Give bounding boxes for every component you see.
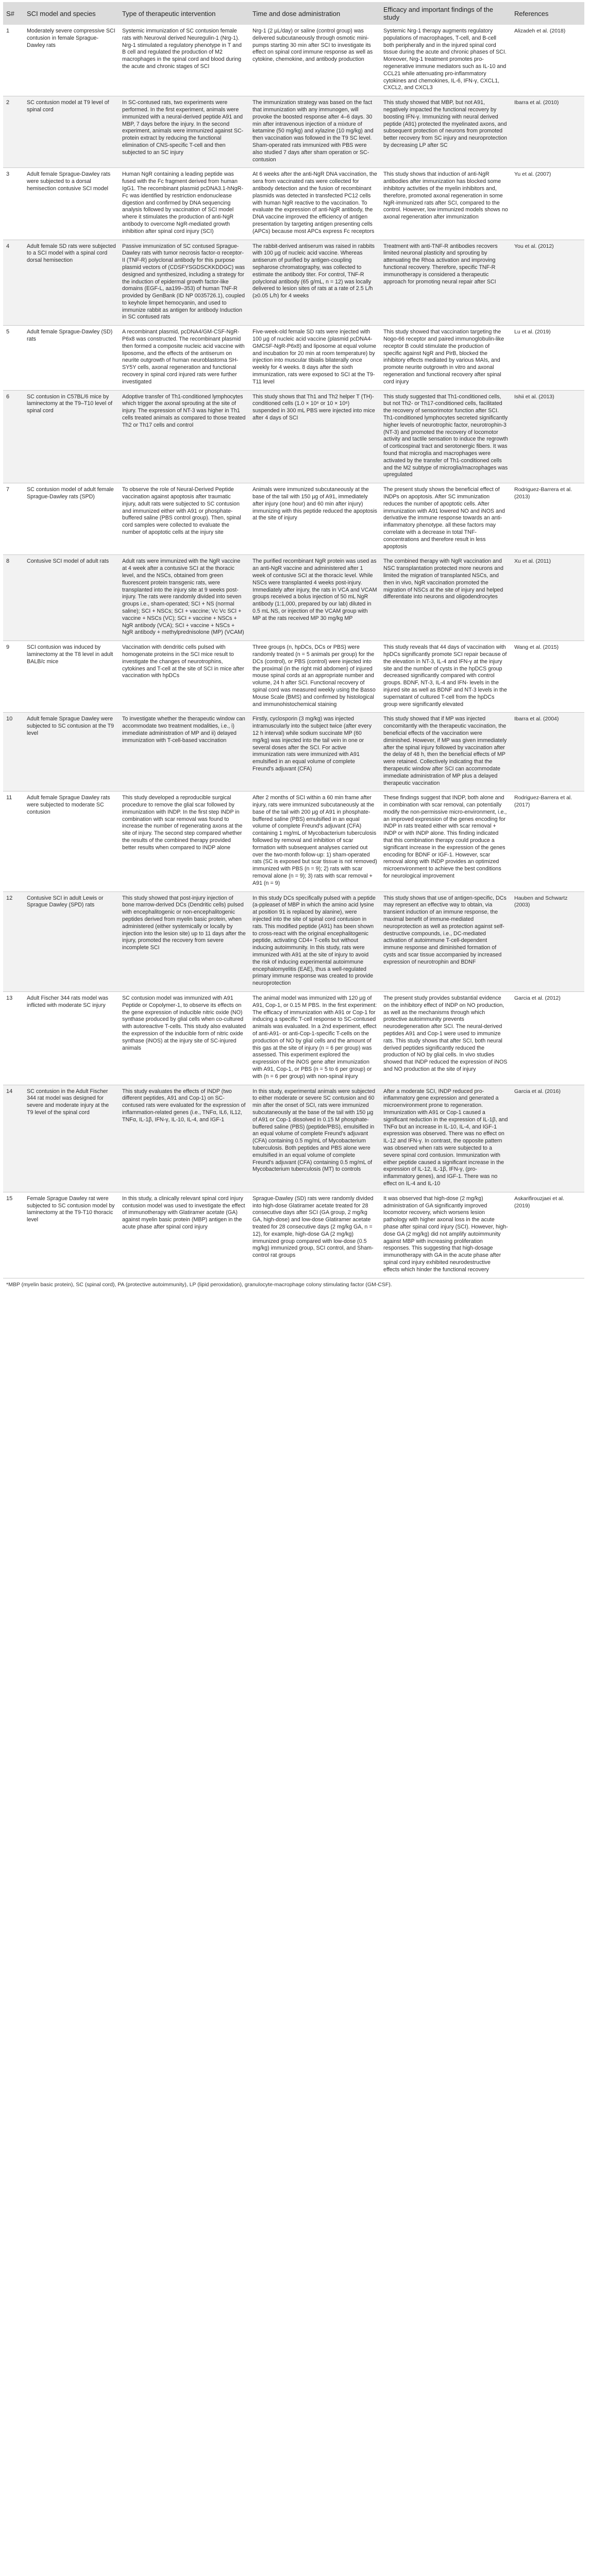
cell-reference: Lu et al. (2019) <box>511 326 584 390</box>
header-row <box>3 2 584 25</box>
cell-model: Female Sprague Dawley rat were subjected to SC contusion model by laminectomy at the T9-T10 thoracic level <box>24 1192 119 1278</box>
cell-time-dose: Five-week-old female SD rats were injected with 100 µg of nucleic acid vaccine (plasmid pcDNA4-GMCSF-NgR-P6x8) and liposome at equal volume and incubation for 20 min at room temperature) by injection into muscular tibialis bilaterally once weekly for 4 weeks. 8 days after the sixth immunization, rats were exposed to SCI at the T9-T11 level <box>249 326 380 390</box>
cell-number: 15 <box>3 1192 24 1278</box>
cell-time-dose: The purified recombinant NgR protein was used as an anti-NgR vaccine and administered after 1 week of contusive SCI at the thoracic level. While NSCs were transplanted 4 weeks post-injury. Immediately after injury, the rats in VCA and VCAM groups received a bolus injection of 50 mL NgR antibody (1:1,000, prepared by our lab) diluted in 0.5 mL NS, or injection of the VCAM group with MP at the rats received MP 30 mg/kg MP <box>249 555 380 641</box>
cell-number: 12 <box>3 891 24 991</box>
cell-reference: Wang et al. (2015) <box>511 641 584 713</box>
cell-findings: The present study shows the beneficial effect of INDPs on apoptosis. After SC immunization reduces the number of apoptotic cells. After immunization with A91 lowered NO and iNOS and derivative the immune response towards an anti-inflammatory phenotype. all these factors may correlate with a decrease in total TNF-concentrations and therefore result in less apoptosis <box>380 483 511 555</box>
table-row <box>3 792 584 891</box>
cell-findings: Systemic Nrg-1 therapy augments regulatory populations of macrophages, T-cell, and B-cell both peripherally and in the injured spinal cord tissue during the acute and chronic phases of SCI. Moreover, Nrg-1 treatment promotes pro-regenerative immune mediators such as IL-10 and CCL21 while attenuating pro-inflammatory cytokines and chemokines, IL-6, IFN-γ, CXCL1, CXCL2, and CXCL3 <box>380 25 511 96</box>
cell-time-dose: In this study, experimental animals were subjected to either moderate or severe SC contusion and 60 min after the onset of SCI, rats were immunized subcutaneously at the base of the tail with 150 µg of A91 or Cop-1 dissolved in 0.15 M phosphate-buffered saline (PBS) (peptide/PBS), emulsified in an equal volume of complete Freund's adjuvant (CFA) containing 0.5 mg/mL of Mycobacterium tuberculosis. Both peptides and PBS alone were emulsified in an equal volume of complete Freund's adjuvant (CFA) containing 0.5 mg/mL of Mycobacterium tuberculosis (MT) to controls <box>249 1085 380 1192</box>
cell-findings: After a moderate SCI, INDP reduced pro-inflammatory gene expression and generated a microenvironment prone to regeneration. Immunization with A91 or Cop-1 caused a significant reduction in the expression of IL-1β, and TNFα but an increase in IL-10, IL-4, and IGF-1 expression was observed. There was no effect on IL-12 and IFN-γ. In contrast, the opposite pattern was observed when rats were subjected to a severe spinal cord contusion. Immunization with either peptide caused a significant increase in the expression of IL-12, IL-1β, IFN-γ, (pro-inflammatory genes), and IGF-1. There was no effect on IL-4 and IL-10 <box>380 1085 511 1192</box>
cell-time-dose: Animals were immunized subcutaneously at the base of the tail with 150 µg of A91, immediately after injury (one hour) and 60 min after injury) immunizing with this peptide reduced the apoptosis at the site of injury <box>249 483 380 555</box>
table-row <box>3 555 584 641</box>
cell-intervention: This study developed a reproducible surgical procedure to remove the glial scar followed by immunization with INDP. In the first step INDP in combination with scar removal was found to increase the number of regenerating axons at the site of injury. The second step compared whether the results of the combined therapy provided better results when compared to INDP alone <box>119 792 249 891</box>
cell-model: SC contusion in the Adult Fischer 344 rat model was designed for severe and moderate injury at the T9 level of the spinal cord <box>24 1085 119 1192</box>
cell-intervention: Human NgR containing a leading peptide was fused with the Fc fragment derived from human IgG1. The recombinant plasmid pcDNA3.1-hNgR-Fc was identified by restriction endonuclease digestion and confirmed by DNA sequencing analysis followed by vaccination of SCI model where it stimulates the production of anti-NgR antibody to overcome NgR-mediated growth inhibition after spinal cord injury (SCI) <box>119 168 249 240</box>
cell-reference: Rodriguez-Barrera et al. (2013) <box>511 483 584 555</box>
table-row <box>3 641 584 713</box>
cell-number: 11 <box>3 792 24 891</box>
cell-time-dose: Three groups (n, hpDCs, DCs or PBS) were randomly treated (n = 5 animals per group) for the DCs (control), or PBS (control) were injected into the proximal (in the right mid abdomen) of injured mouse spinal cords at an appropriate number and volume, 24 h after SCI. Functional recovery of spinal cord was measured weekly using the Basso Mouse Scale (BMS) and confirmed by histological and immunohistochemical staining <box>249 641 380 713</box>
cell-model: SC contusion model at T9 level of spinal cord <box>24 96 119 168</box>
header-sno: S# <box>3 2 24 25</box>
cell-reference: Garcia et al. (2012) <box>511 992 584 1085</box>
table-row <box>3 390 584 483</box>
cell-findings: This study showed that if MP was injected concomitantly with the therapeutic vaccination, the beneficial effects of the vaccination were diminished. However, if MP was given immediately after the spinal injury followed by vaccination after the delay of 48 h, then the beneficial effects of MP were retained. Collectively indicating that the therapeutic window after SCI can accommodate immediate administration of MP plus a delayed therapeutic vaccination <box>380 713 511 792</box>
cell-number: 4 <box>3 240 24 326</box>
cell-intervention: Systemic immunization of SC contusion female rats with Neuroval derived Neuregulin-1 (Nrg-1). Nrg-1 stimulated a regulatory phenotype in T and B cell and regulated the production of M2 macrophages in the spinal cord and blood during the acute and chronic stages of SCI <box>119 25 249 96</box>
cell-intervention: Passive immunization of SC contused Sprague-Dawley rats with tumor necrosis factor-α receptor-II (TNF-R) polyclonal antibody for this purpose plasmid vectors of (CDSFYSGDSCKKDDGC) was designed and synthesized, including a strategy for the induction of epidermal growth factor-like domains (EGF-L, aa199–353) of human TNF-R provided by GenBank (ID NP 0035726.1), coupled to keyhole limpet hemocyanin, and used to immunize rabbit as antigen for antibody Induction in SC contused rats <box>119 240 249 326</box>
cell-model: SC contusion model of adult female Sprague-Dawley rats (SPD) <box>24 483 119 555</box>
cell-model: SCI contusion was induced by laminectomy at the T8 level in adult BALB/c mice <box>24 641 119 713</box>
cell-intervention: To investigate whether the therapeutic window can accommodate two treatment modalities, i.e., i) immediate administration of MP and ii) delayed immunization with T-cell-based vaccination <box>119 713 249 792</box>
cell-reference: Ibarra et al. (2004) <box>511 713 584 792</box>
cell-reference: Rodriguez-Barrera et al. (2017) <box>511 792 584 891</box>
cell-number: 14 <box>3 1085 24 1192</box>
cell-model: Adult female Sprague Dawley were subjected to SC contusion at the T9 level <box>24 713 119 792</box>
table-row <box>3 891 584 991</box>
cell-reference: Ibarra et al. (2010) <box>511 96 584 168</box>
header-references: References <box>511 2 584 25</box>
cell-time-dose: After 2 months of SCI within a 60 min frame after injury, rats were immunized subcutaneously at the base of the tail with 200 µg of A91 in phosphate-buffered saline (PBS) emulsified in an equal volume of complete Freund's adjuvant (CFA) containing 1 mg/mL of Mycobacterium tuberculosis followed by removal and inhibition of scar formation with subsequent analyses carried out over the two-month follow-up: 1) sham-operated rats (SC is exposed but scar tissue is not removed) immunized with PBS (n = 9); 2) rats with scar removal alone (n = 9); 3) rats with scar removal + A91 (n = 9) <box>249 792 380 891</box>
cell-model: Adult female Sprague Dawley rats were subjected to moderate SC contusion <box>24 792 119 891</box>
cell-number: 10 <box>3 713 24 792</box>
table-row <box>3 483 584 555</box>
cell-reference: Alizadeh et al. (2018) <box>511 25 584 96</box>
cell-reference: Askarifirouzjaei et al. (2019) <box>511 1192 584 1278</box>
cell-model: Moderately severe compressive SCI contusion in female Sprague-Dawley rats <box>24 25 119 96</box>
cell-findings: It was observed that high-dose (2 mg/kg) administration of GA significantly improved locomotor recovery, which worsens lesion pathology with higher axonal loss in the acute phase after spinal cord injury (SCI). However, high-dose GA (2 mg/kg) did not amplify autoimmunity against MBP with increasing proliferation responses. This suggesting that high-dosage immunotherapy with GA in the acute phase after spinal cord injury exhibited neurodestructive effects which hinder the functional recovery <box>380 1192 511 1278</box>
cell-number: 3 <box>3 168 24 240</box>
cell-time-dose: In this study DCs specifically pulsed with a peptide (a-ppleaset of MBP in which the amino acid lysine at position 91 is replaced by alanine), were injected into the site of spinal cord contusion in rats. This modified peptide (A91) has been shown to cross-react with the original encephalitogenic peptide, activating CD4+ T-cells but without inducing autoimmunity. In this study, rats were immunized with A91 at the site of injury to avoid the risk of inducing experimental autoimmune encephalomyelitis (EAE), thus a well-regulated primary immune response was created to provide neuroprotection <box>249 891 380 991</box>
table-row <box>3 96 584 168</box>
cell-time-dose: The animal model was immunized with 120 µg of A91, Cop-1, or 0.15 M PBS. In the first experiment: The efficacy of immunization with A91 or Cop-1 for inducing a specific T-cell response to SC-contused animals was evaluated. In a 2nd experiment, effect of anti-A91- or anti-Cop-1-specific T-cells on the production of NO by glial cells and the amount of this gas at the site of injury (n = 6 per group) was assessed. This experiment explored the expression of the iNOS gene after immunization with A91, Cop-1, or PBS (n = 5 to 6 per group) or with (n = 6 per group) with non-spinal injury <box>249 992 380 1085</box>
cell-intervention: In this study, a clinically relevant spinal cord injury contusion model was used to investigate the effect of immunotherapy with Glatiramer acetate (GA) against myelin basic protein (MBP) antigen in the acute phase after spinal cord injury <box>119 1192 249 1278</box>
cell-findings: This study showed that MBP, but not A91, negatively impacted the functional recovery by boosting IFN-γ. Immunizing with neural derived peptide (A91) protected the myelinated axons, and subsequent protection of neurons from promoted better recovery from SC injury and neuroprotection by decreasing LP after SC <box>380 96 511 168</box>
header-intervention: Type of therapeutic intervention <box>119 2 249 25</box>
cell-reference: Ishii et al. (2013) <box>511 390 584 483</box>
cell-model: Adult female Sprague-Dawley rats were subjected to a dorsal hemisection contusive SCI model <box>24 168 119 240</box>
table-row <box>3 1192 584 1278</box>
cell-time-dose: This study shows that Th1 and Th2 helper T (TH)-conditioned cells (1.0 × 10⁶ or 10 × 10⁶) suspended in 300 mL PBS were injected into mice after 4 days of SCI <box>249 390 380 483</box>
cell-model: Adult female SD rats were subjected to a SCI model with a spinal cord dorsal hemisection <box>24 240 119 326</box>
cell-findings: The combined therapy with NgR vaccination and NSC transplantation protected more neurons and limited the migration of transplanted NSCs, and then in vivo, NgR vaccination promoted the migration of NSCs at the site of injury and helped differentiate into neurons and oligodendrocytes <box>380 555 511 641</box>
cell-findings: This study shows that use of antigen-specific, DCs may represent an effective way to obtain, via transient induction of an immune response, the maximal benefit of immune-mediated neuroprotection as well as protection against self-destructive compounds, i.e., DC-mediated activation of autoimmune T-cell-dependent immune response and diminished formation of cysts and scar tissue accompanied by increased expression of neurotrophin and BDNF <box>380 891 511 991</box>
cell-findings: This study reveals that 44 days of vaccination with hpDCs significantly promote SCI repair because of the elevation in NT-3, IL-4 and IFN-γ at the injury site and the number of cysts in the hpDCS group decreased significantly compared with control groups. BDNF, NT-3, IL-4 and IFN- levels in the injured site as well as BDNF and NT-3 levels in the supernatant of cultured T-cell from the hpDCs group were significantly elevated <box>380 641 511 713</box>
cell-reference: Garcia et al. (2016) <box>511 1085 584 1192</box>
cell-number: 13 <box>3 992 24 1085</box>
cell-number: 1 <box>3 25 24 96</box>
header-findings: Efficacy and important findings of the study <box>380 2 511 25</box>
cell-number: 9 <box>3 641 24 713</box>
header-time-dose: Time and dose administration <box>249 2 380 25</box>
cell-time-dose: The rabbit-derived antiserum was raised in rabbits with 100 µg of nucleic acid vaccine. Whereas antiserum of purified by antigen-coupling sepharose chromatography, was collected to estimate the antibody titer. For control, TNF-R polyclonal antibody (65 g/mL, n = 12) was locally delivered to lesion sites of rats at a rate of 2.5 L/h (≥0.05 L/h) for 4 weeks <box>249 240 380 326</box>
cell-intervention: A recombinant plasmid, pcDNA4/GM-CSF-NgR-P6x8 was constructed. The recombinant plasmid then formed a composite nucleic acid vaccine with liposome, and the effects of the antiserum on neurite outgrowth of human neuroblastoma SH-SY5Y cells, axonal regeneration and functional recovery in spinal cord injured rats were further investigated <box>119 326 249 390</box>
table-row <box>3 992 584 1085</box>
cell-model: Contusive SCI model of adult rats <box>24 555 119 641</box>
cell-number: 8 <box>3 555 24 641</box>
cell-findings: The present study provides substantial evidence on the inhibitory effect of INDP on NO production, as well as the mechanisms through which protective autoimmunity prevents neurodegeneration after SCI. The neural-derived peptides A91 and Cop-1 were used to immunize rats. This study shows that after SCI, both neural derived peptides significantly reduced the production of NO by glial cells. In vivo studies showed that INDP reduced the expression of iNOS and NO production at the site of injury <box>380 992 511 1085</box>
cell-intervention: In SC-contused rats, two experiments were performed. In the first experiment, animals were immunized with a neural-derived peptide A91 and MBP, 7 days before the injury. In the second experiment, animals were immunized against SC-protein extract by reducing the functional elimination of CNS-specific T-cell and then subjected to an SC injury <box>119 96 249 168</box>
cell-model: SC contusion in C57BL/6 mice by laminectomy at the T9–T10 level of spinal cord <box>24 390 119 483</box>
cell-findings: These findings suggest that INDP, both alone and in combination with scar removal, can potentially modify the non-permissive micro-environment, i.e., an improved expression of the genes encoding for INDP in rats treated either with scar removal + INDP or with INDP alone. This finding indicated that this combination therapy could produce a significant increase in the expression of the genes encoding for BDNF or IGF-1. However, scar removal along with INDP provides an optimized microenvironment to achieve the best conditions for neurological improvement <box>380 792 511 891</box>
cell-findings: This study shows that induction of anti-NgR antibodies after immunization has blocked some inhibitory activities of the myelin inhibitors and, therefore, promoted axonal regeneration in some NgR-immunized rats after SCI, compared to the control. However, low immunized models shows no axonal regeneration after immunization <box>380 168 511 240</box>
cell-intervention: This study evaluates the effects of INDP (two different peptides, A91 and Cop-1) on SC-contused rats were evaluated for the expression of inflammation-related genes (i.e., TNFα, IL6, IL12, TNFα, IL-1β, IFN-γ, IL-10, IL-4, and IGF-1 <box>119 1085 249 1192</box>
sci-studies-table <box>3 2 584 1278</box>
cell-time-dose: The immunization strategy was based on the fact that immunization with any immunogen, will provoke the boosted response after 4–6 days. 30 min after intravenous injection of a mixture of ketamine (50 mg/kg) and xylazine (10 mg/kg) and then vaccination was followed in the T9 SC level. Sham-operated rats immunized with PBS were also studied 7 days after sham operation or SC-contusion <box>249 96 380 168</box>
cell-findings: This study showed that vaccination targeting the Nogo-66 receptor and paired immunoglobulin-like receptor B could stimulate the production of specific against NgR and PirB, blocked the inhibitory effects mediated by various MAIs, and promote neurite outgrowth in vitro and axonal regeneration and functional recovery after spinal cord injury <box>380 326 511 390</box>
cell-intervention: Vaccination with dendritic cells pulsed with homogenate proteins in the SCI mice result to investigate the changes of neurotrophins, cytokines and T-cell at the site of SCI in mice after vaccination with hpDCs <box>119 641 249 713</box>
cell-reference: You et al. (2012) <box>511 240 584 326</box>
cell-model: Contusive SCI in adult Lewis or Sprague Dawley (SPD) rats <box>24 891 119 991</box>
cell-model: Adult female Sprague-Dawley (SD) rats <box>24 326 119 390</box>
header-model: SCI model and species <box>24 2 119 25</box>
cell-time-dose: Sprague-Dawley (SD) rats were randomly divided into high-dose Glatiramer acetate treated for 28 consecutive days after SCI (GA group, 2 mg/kg GA, high-dose) and low-dose Glatiramer acetate treated for 28 consecutive days (2 mg/kg GA, n = 12), for example, high-dose GA (2 mg/kg) immunized group compared with low-dose (0.5 mg/kg) immunized group, SCI control, and Sham-control rat groups <box>249 1192 380 1278</box>
cell-time-dose: Nrg-1 (2 µL/day) or saline (control group) was delivered subcutaneously through osmotic mini-pumps starting 30 min after SCI to investigate its effect on spinal cord immune response as well as cytokine, chemokine, and antibody production <box>249 25 380 96</box>
table-row <box>3 240 584 326</box>
table-row <box>3 713 584 792</box>
table-footnote: *MBP (myelin basic protein), SC (spinal cord), PA (protective autoimmunity), LP (lipid peroxidation), granulocyte-macrophage colony stimulating factor (GM-CSF). <box>6 1281 392 1288</box>
cell-number: 2 <box>3 96 24 168</box>
cell-intervention: Adoptive transfer of Th1-conditioned lymphocytes which trigger the axonal sprouting at the site of injury. The expression of NT-3 was higher in Th1 cells treated animals as compared to those treated Th2 or Th17 cells and control <box>119 390 249 483</box>
cell-reference: Hauben and Schwartz (2003) <box>511 891 584 991</box>
cell-intervention: This study showed that post-injury injection of bone marrow-derived DCs (Dendritic cells) pulsed with encephalitogenic or non-encephalitogenic peptides derived from myelin basic protein, when administered (either systemically or locally by injection into the lesion site) up to 11 days after the injury, promoted the recovery from severe incomplete SCI <box>119 891 249 991</box>
cell-findings: Treatment with anti-TNF-R antibodies recovers limited neuronal plasticity and sprouting by attenuating the Rhoa activation and improving functional recovery. Therefore, specific TNF-R immunotherapy is considered a therapeutic approach for promoting neural repair after SCI <box>380 240 511 326</box>
table-row <box>3 25 584 96</box>
table-row <box>3 326 584 390</box>
cell-intervention: SC contusion model was immunized with A91 Peptide or Copolymer-1, to observe its effects on the gene expression of inducible nitric oxide (NO) synthase produced by glial cells when co-cultured with autoreactive T-cells. This study also evaluated the expression of the inducible form of nitric oxide synthase (iNOS) at the injury site of SC-injured animals <box>119 992 249 1085</box>
cell-number: 5 <box>3 326 24 390</box>
cell-time-dose: At 6 weeks after the anti-NgR DNA vaccination, the sera from vaccinated rats were collected for antibody detection and the fusion of recombinant plasmids was detected in transfected PC12 cells with human NgR reactive to the vaccination. To evaluate the expression of anti-NgR antibody, the DNA vaccine improved the efficiency of antigen presentation by targeting antigen presenting cells (APCs) because most APCs express Fc receptors <box>249 168 380 240</box>
cell-reference: Xu et al. (2011) <box>511 555 584 641</box>
table-row <box>3 168 584 240</box>
cell-intervention: Adult rats were immunized with the NgR vaccine at 4 week after a contusive SCI at the thoracic level, and the NSCs, obtained from green fluorescent protein transgenic rats, were transplanted into the injury site at 9 weeks post-injury. The rats were randomly divided into seven groups i.e., sham-operated; SCI + NS (normal saline); SCI + NSCs; SCI + vaccine; Vc Vc SCI + vaccine + NSCs (VC); SCI + vaccine + NSCs + NgR antibody (VCA); SCI + vaccine + NSCs + NgR antibody + methylprednisolone (MP) (VCAM) <box>119 555 249 641</box>
cell-time-dose: Firstly, cyclosporin (3 mg/kg) was injected intramuscularly into the subject twice (after every 12 h interval) while sodium succinate MP (60 mg/kg) was injected into the tail vein in one or several doses after the SCI. For active immunization rats were immunized with A91 emulsified in an equal volume of complete Freund's adjuvant (CFA) <box>249 713 380 792</box>
cell-reference: Yu et al. (2007) <box>511 168 584 240</box>
cell-model: Adult Fischer 344 rats model was inflicted with moderate SC injury <box>24 992 119 1085</box>
cell-intervention: To observe the role of Neural-Derived Peptide vaccination against apoptosis after traumatic injury, adult rats were subjected to SC contusion and immunized either with A91 or phosphate-buffered saline (PBS control group). Then, spinal cord samples were collected to evaluate the number of apoptotic cells at the injury site <box>119 483 249 555</box>
cell-number: 7 <box>3 483 24 555</box>
cell-number: 6 <box>3 390 24 483</box>
table-row <box>3 1085 584 1192</box>
cell-findings: This study suggested that Th1-conditioned cells, but not Th2- or Th17-conditioned cells, facilitated the recovery of sensorimotor function after SCI. Th1-conditioned lymphocytes secreted significantly higher levels of neurotrophic factor, neurotrophin-3 (NT-3) and promoted the recovery of locomotor activity and tactile sensation to induce the regrowth of corticospinal tract and serotonergic fibers. It was found that microglia and macrophages were activated by the transfer of Th1-conditioned cells and the M2 subtype of microglia/macrophages was upregulated <box>380 390 511 483</box>
